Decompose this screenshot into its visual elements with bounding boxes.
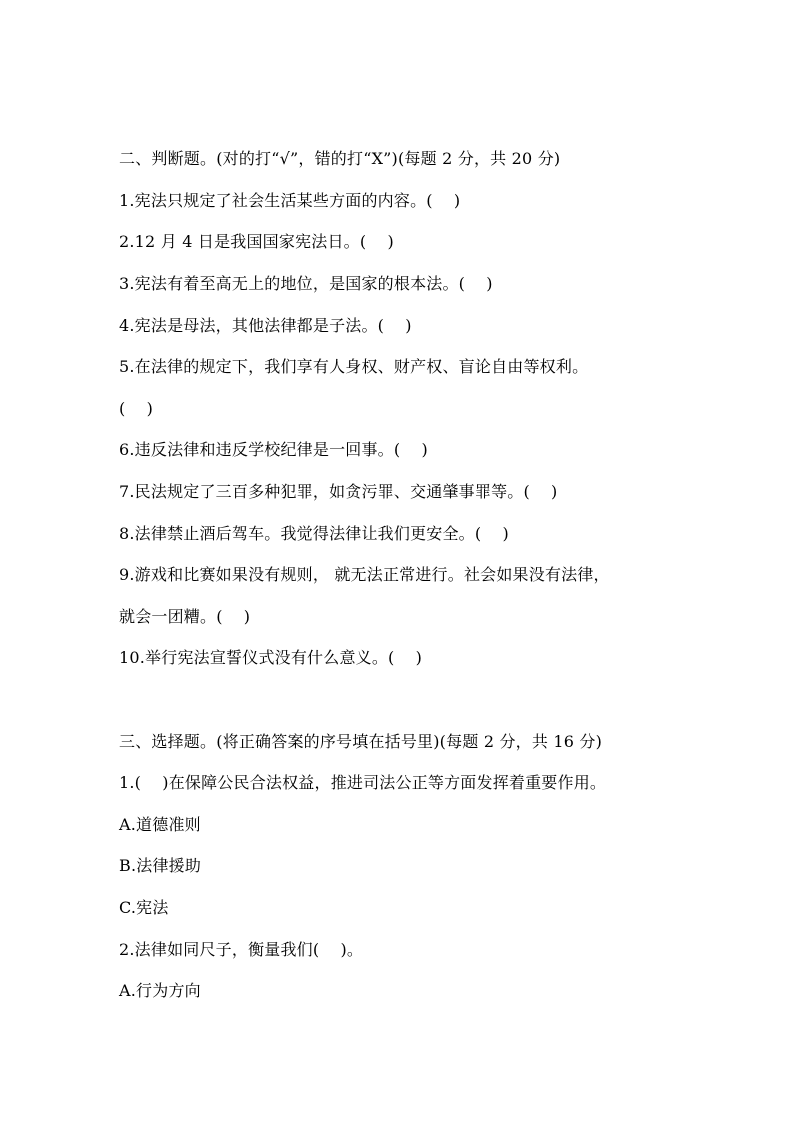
question-line: 8.法律禁止酒后驾车。我觉得法律让我们更安全。( ) xyxy=(119,524,509,543)
question-line: 7.民法规定了三百多种犯罪，如贪污罪、交通肇事罪等。( ) xyxy=(119,482,558,501)
question-line: 1.( )在保障公民合法权益，推进司法公正等方面发挥着重要作用。 xyxy=(119,773,607,792)
question-line: 6.违反法律和违反学校纪律是一回事。( ) xyxy=(119,440,428,459)
question-line: 2.12 月 4 日是我国国家宪法日。( ) xyxy=(119,232,394,251)
section-2-heading: 二、判断题。(对的打“√”，错的打“X”)(每题 2 分，共 20 分) xyxy=(119,149,561,168)
option-line: A.道德准则 xyxy=(119,815,201,834)
option-line: C.宪法 xyxy=(119,898,169,917)
question-line: 3.宪法有着至高无上的地位，是国家的根本法。( ) xyxy=(119,274,493,293)
question-line: 4.宪法是母法，其他法律都是子法。( ) xyxy=(119,316,412,335)
question-line: 就会一团糟。( ) xyxy=(119,607,251,626)
question-line: 1.宪法只规定了社会生活某些方面的内容。( ) xyxy=(119,191,461,210)
option-line: A.行为方向 xyxy=(119,981,201,1000)
question-line: 9.游戏和比赛如果没有规则， 就无法正常进行。社会如果没有法律， xyxy=(119,565,610,584)
option-line: B.法律援助 xyxy=(119,856,202,875)
question-line: 2.法律如同尺子，衡量我们( )。 xyxy=(119,940,364,959)
question-line: 5.在法律的规定下，我们享有人身权、财产权、盲论自由等权利。 xyxy=(119,357,589,376)
question-line: 10.举行宪法宣誓仪式没有什么意义。( ) xyxy=(119,648,423,667)
section-3-heading: 三、选择题。(将正确答案的序号填在括号里)(每题 2 分，共 16 分) xyxy=(119,732,603,751)
question-line: ( ) xyxy=(119,399,154,418)
